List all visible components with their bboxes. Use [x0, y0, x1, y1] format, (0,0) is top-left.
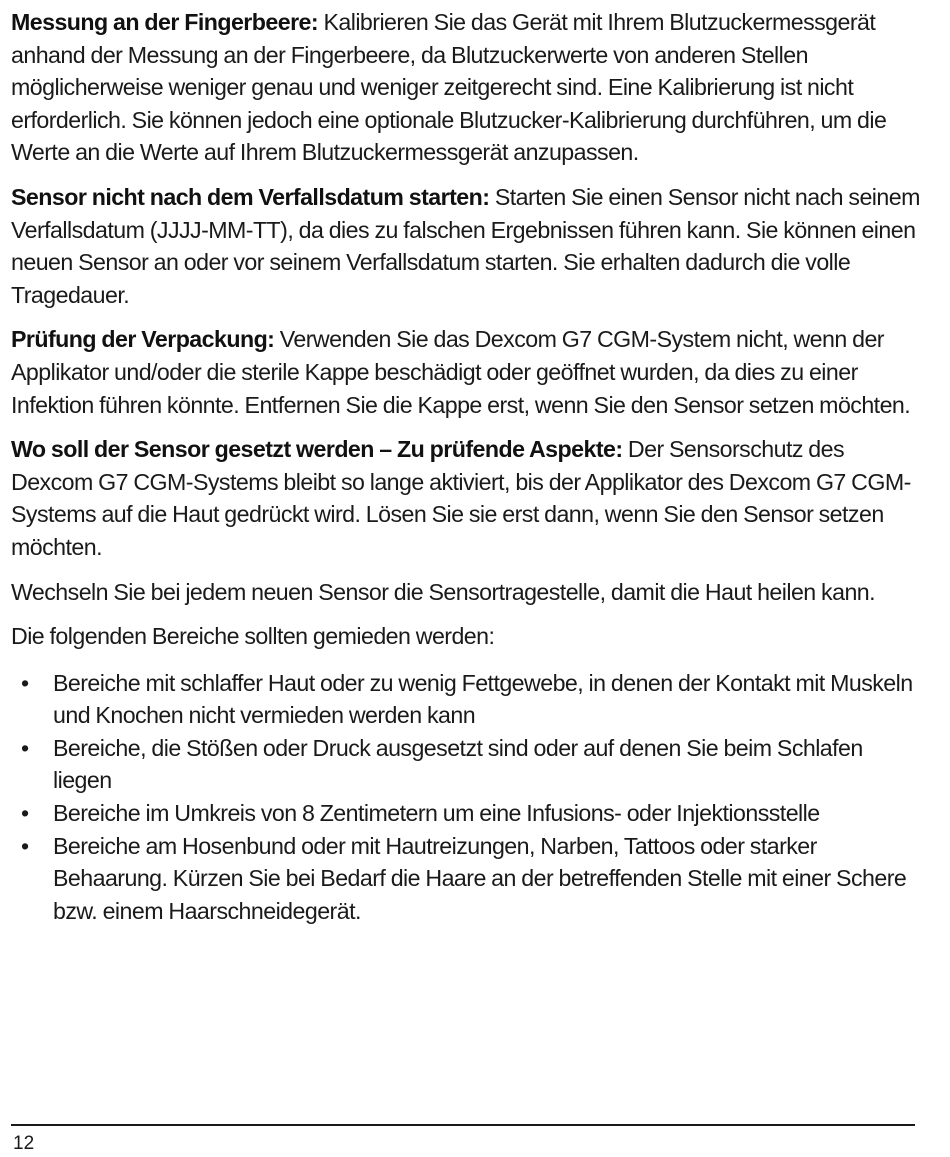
paragraph-heading: Wo soll der Sensor gesetzt werden – Zu prüfende Aspekte:	[11, 436, 623, 463]
paragraph-expiry-date	[11, 181, 921, 311]
paragraph-fingertip-measurement	[11, 6, 921, 169]
list-item	[11, 797, 921, 830]
list-item	[11, 830, 921, 928]
paragraph-avoid-areas-intro: Die folgenden Bereiche sollten gemieden werden:	[11, 623, 495, 650]
bullet-marker: •	[21, 669, 29, 696]
paragraph-packaging-check	[11, 323, 921, 421]
paragraph-text: Starten Sie einen Sensor nicht nach seinem Verfallsdatum (JJJJ-MM-TT), da dies zu falschen Ergebnissen führen kann. Sie können einen neuen Sensor an oder vor seinem Verfallsdatum starten. Sie erhalten dadurch die volle Tragedauer.	[11, 183, 920, 308]
page-body	[11, 6, 921, 927]
list-item-text: Bereiche mit schlaffer Haut oder zu wenig Fettgewebe, in denen der Kontakt mit Muskeln und Knochen nicht vermieden werden kann	[53, 669, 913, 729]
list-item-text: Bereiche am Hosenbund oder mit Hautreizungen, Narben, Tattoos oder starker Behaarung. Kürzen Sie bei Bedarf die Haare an der betreffenden Stelle mit einer Schere bzw. einem Haarschneidegerät.	[53, 832, 907, 924]
paragraph-heading: Messung an der Fingerbeere:	[11, 9, 319, 35]
bullet-marker: •	[21, 800, 29, 827]
paragraph-heading: Prüfung der Verpackung:	[11, 326, 275, 353]
paragraph-text: Kalibrieren Sie das Gerät mit Ihrem Blutzuckermessgerät anhand der Messung an der Fingerbeere, da Blutzuckerwerte von anderen Stellen möglicherweise weniger genau und weniger zeitgerecht sind. Eine Kalibrierung ist nicht erforderlich. Sie können jedoch eine optionale Blutzucker-Kalibrierung durchführen, um die Werte an die Werte auf Ihrem Blutzuckermessgerät anzupassen.	[11, 9, 887, 166]
footer-divider	[11, 1124, 915, 1126]
list-item	[11, 667, 921, 732]
bullet-marker: •	[21, 832, 29, 859]
paragraph-text: Verwenden Sie das Dexcom G7 CGM-System nicht, wenn der Applikator und/oder die sterile Kappe beschädigt oder geöffnet wurden, da dies zu einer Infektion führen könnte. Entfernen Sie die Kappe erst, wenn Sie den Sensor setzen möchten.	[11, 326, 911, 418]
list-item-text: Bereiche im Umkreis von 8 Zentimetern um eine Infusions- oder Injektionsstelle	[53, 800, 820, 827]
paragraph-site-rotation: Wechseln Sie bei jedem neuen Sensor die Sensortragestelle, damit die Haut heilen kann.	[11, 578, 876, 605]
list-item	[11, 732, 921, 797]
page-number: 12	[13, 1133, 35, 1154]
list-item-text: Bereiche, die Stößen oder Druck ausgesetzt sind oder auf denen Sie beim Schlafen liegen	[53, 734, 863, 794]
paragraph-heading: Sensor nicht nach dem Verfallsdatum starten:	[11, 183, 490, 210]
bullet-marker: •	[21, 734, 29, 761]
paragraph-sensor-placement	[11, 433, 921, 563]
paragraph-text: Der Sensorschutz des Dexcom G7 CGM-Systems bleibt so lange aktiviert, bis der Applikator des Dexcom G7 CGM-Systems auf die Haut gedrückt wird. Lösen Sie sie erst dann, wenn Sie den Sensor setzen möchten.	[11, 436, 911, 560]
avoid-areas-list	[11, 667, 921, 928]
